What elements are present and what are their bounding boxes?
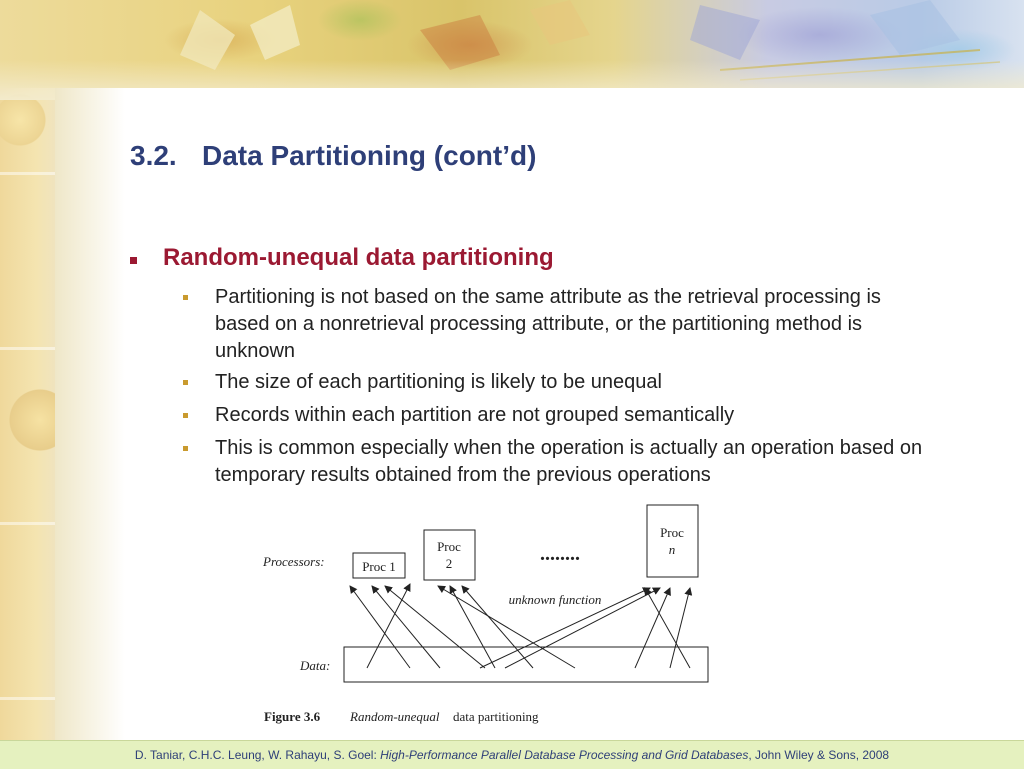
procn-label-line2: n — [668, 542, 676, 557]
procn-label-line1: Proc — [660, 525, 684, 540]
sub-bullet-marker — [183, 380, 188, 385]
figure-caption-number: Figure 3.6 — [264, 709, 321, 724]
sub-bullet-1 — [183, 284, 943, 365]
figure-caption-rest: data partitioning — [453, 709, 539, 724]
proc2-box — [424, 530, 475, 580]
unknown-function-label: unknown function — [508, 592, 602, 607]
procn-box — [647, 505, 698, 577]
sub-bullet-marker — [183, 295, 188, 300]
sub-bullet-text: The size of each partitioning is likely to be unequal — [215, 371, 662, 393]
sub-bullet-text: This is common especially when the operation is actually an operation based on temporary results obtained from the previous operations — [215, 437, 923, 486]
proc2-label-line2: 2 — [445, 556, 453, 571]
ellipsis-dots: ........ — [540, 543, 580, 565]
figure-caption-italic: Random-unequal — [350, 709, 440, 724]
decorative-left-strip — [0, 0, 60, 768]
footer-book-title: High-Performance Parallel Database Processing and Grid Databases — [380, 748, 749, 762]
main-bullet-text: Random-unequal data partitioning — [163, 244, 554, 271]
slide-title — [130, 140, 536, 172]
proc1-label: Proc 1 — [362, 559, 396, 574]
sub-bullet-text: Partitioning is not based on the same attribute as the retrieval processing is based on a nonretrieval processing attribute, or the partitioning method is unknown — [215, 286, 881, 362]
title-number: 3.2. — [130, 140, 177, 171]
title-text: Data Partitioning (cont’d) — [202, 140, 537, 171]
sub-bullet-3 — [183, 402, 943, 429]
sub-bullet-marker — [183, 446, 188, 451]
footer-authors: D. Taniar, C.H.C. Leung, W. Rahayu, S. Goel: — [134, 748, 381, 762]
footer-publisher: , John Wiley & Sons, 2008 — [748, 748, 890, 762]
data-label: Data: — [300, 658, 331, 673]
sub-bullet-2 — [183, 369, 943, 396]
slide-footer-citation — [0, 740, 1024, 769]
sub-bullet-marker — [183, 413, 188, 418]
sub-bullet-text: Records within each partition are not grouped semantically — [215, 404, 735, 426]
main-bullet-marker — [130, 257, 137, 264]
partitioning-figure — [250, 500, 730, 730]
sub-bullet-4 — [183, 435, 943, 489]
processors-label: Processors: — [263, 554, 325, 569]
proc2-label-line1: Proc — [437, 539, 461, 554]
